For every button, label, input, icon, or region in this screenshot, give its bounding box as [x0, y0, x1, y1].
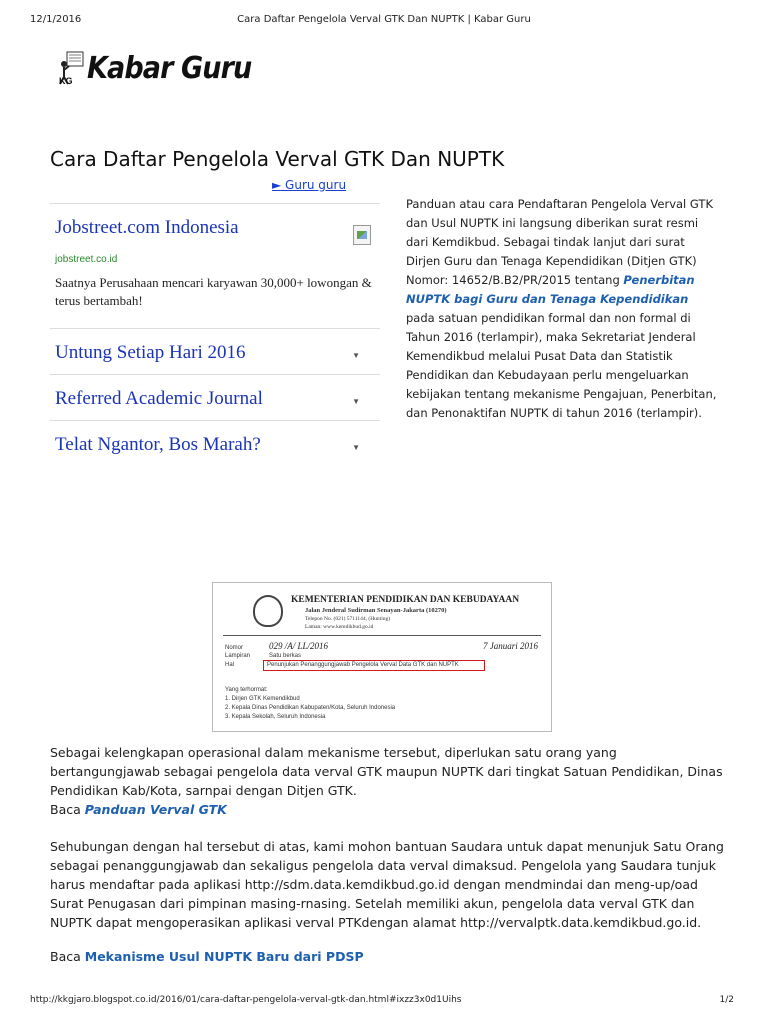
page-number: 1/2	[719, 995, 734, 1005]
tag-link[interactable]: ► Guru guru	[272, 178, 347, 192]
baca-link-usul-nuptk[interactable]: Mekanisme Usul NUPTK Baru dari PDSP	[84, 949, 364, 964]
svg-text:KG: KG	[59, 76, 73, 86]
broken-image-icon[interactable]	[353, 225, 371, 245]
ad-title[interactable]: Jobstreet.com Indonesia	[55, 217, 239, 238]
baca-line-1: Baca Panduan Verval GTK	[50, 802, 227, 817]
logo-mark-icon	[57, 50, 85, 86]
site-logo[interactable]	[57, 50, 270, 86]
ministry-seal-icon	[253, 595, 283, 627]
ad-link-row[interactable]	[50, 375, 380, 421]
letter-rule	[223, 635, 541, 636]
print-url: http://kkgjaro.blogspot.co.id/2016/01/cara-daftar-pengelola-verval-gtk-dan.html#ixzz3x0d1Uihs	[30, 995, 462, 1005]
body-paragraph-1: Sebagai kelengkapan operasional dalam mekanisme tersebut, diperlukan satu orang yang bertangungjawab sebagai pengelola data verval GTK maupun NUPTK dari tingkat Satuan Pendidikan, Dinas Pendidikan Kab/Kota, sarnpai dengan Ditjen GTK.	[50, 745, 723, 798]
chevron-down-icon[interactable]: ▼	[352, 351, 360, 360]
chevron-down-icon[interactable]: ▼	[352, 443, 360, 452]
letter-institution: KEMENTERIAN PENDIDIKAN DAN KEBUDAYAAN	[291, 595, 520, 605]
ad-link-label[interactable]: Referred Academic Journal	[55, 388, 263, 409]
ad-description: Saatnya Perusahaan mencari karyawan 30,000+ lowongan & terus bertambah!	[55, 275, 372, 308]
letter-image: KEMENTERIAN PENDIDIKAN DAN KEBUDAYAAN Jalan Jenderal Sudirman Senayan-Jakarta (10270) Telepon No. (021) 5711144, (Hunting) Laman: www.kemdikbud.go.id Nomor 029 /A/ LL/2016 7 Januari 2016 Lampiran Satu berkas Hal Penunjukan Penanggungjawab Pengelola Verval Data GTK dan NUPTK Yang terhormat: 1. Dirjen GTK Kemendikbud 2. Kepala Dinas Pendidikan Kabupaten/Kota, Seluruh Indonesia 3. Kepala Sekolah, Seluruh Indonesia	[212, 582, 552, 732]
print-date: 12/1/2016	[30, 14, 82, 25]
baca-line-2: Baca Mekanisme Usul NUPTK Baru dari PDSP	[50, 949, 364, 964]
ad-jobstreet[interactable]	[50, 203, 380, 329]
ad-link-label[interactable]: Telat Ngantor, Bos Marah?	[55, 434, 261, 455]
intro-paragraph: Panduan atau cara Pendaftaran Pengelola Verval GTK dan Usul NUPTK ini langsung diberikan surat resmi dari Kemdikbud. Sebagai tindak lanjut dari surat Dirjen Guru dan Tenaga Kependidikan (Ditjen GTK) Nomor: 14652/B.B2/PR/2015 tentang Penerbitan NUPTK bagi Guru dan Tenaga Kependidikan pada satuan pendidikan formal dan non formal di Tahun 2016 (terlampir), maka Sekretariat Jenderal Kemendikbud melalui Pusat Data dan Statistik Pendidikan dan Kebudayaan perlu mengeluarkan kebijakan tentang mekanisme Pengajuan, Penerbitan, dan Penonaktifan NUPTK di tahun 2016 (terlampir).	[406, 197, 717, 420]
logo-text: Kabar Guru	[87, 50, 252, 86]
ad-link-row[interactable]	[50, 421, 380, 467]
article-title: Cara Daftar Pengelola Verval GTK Dan NUPTK	[50, 147, 505, 171]
ad-domain[interactable]: jobstreet.co.id	[55, 254, 118, 265]
chevron-down-icon[interactable]: ▼	[352, 397, 360, 406]
ad-link-label[interactable]: Untung Setiap Hari 2016	[55, 342, 246, 363]
print-page-title: Cara Daftar Pengelola Verval GTK Dan NUPTK | Kabar Guru	[237, 14, 531, 25]
intro-link[interactable]: Penerbitan NUPTK bagi Guru dan Tenaga Kependidikan	[406, 273, 695, 306]
ad-link-row[interactable]	[50, 329, 380, 375]
baca-link-verval-gtk[interactable]: Panduan Verval GTK	[84, 802, 227, 817]
body-paragraph-2: Sehubungan dengan hal tersebut di atas, kami mohon bantuan Saudara untuk dapat menunjuk Satu Orang sebagai penanggungjawab dan sekaligus pengelola data verval dimaksud. Pengelola yang Saudara tunjuk harus mendaftar pada aplikasi http://sdm.data.kemdikbud.go.id dengan mendmindai dan meng-up/oad Surat Penugasan dari pimpinan masing-rnasing. Setelah memiliki akun, pengelola data verval GTK dan NUPTK dapat mengoperasikan aplikasi verval PTKdengan alamat http://vervalptk.data.kemdikbud.go.id.	[50, 839, 724, 930]
